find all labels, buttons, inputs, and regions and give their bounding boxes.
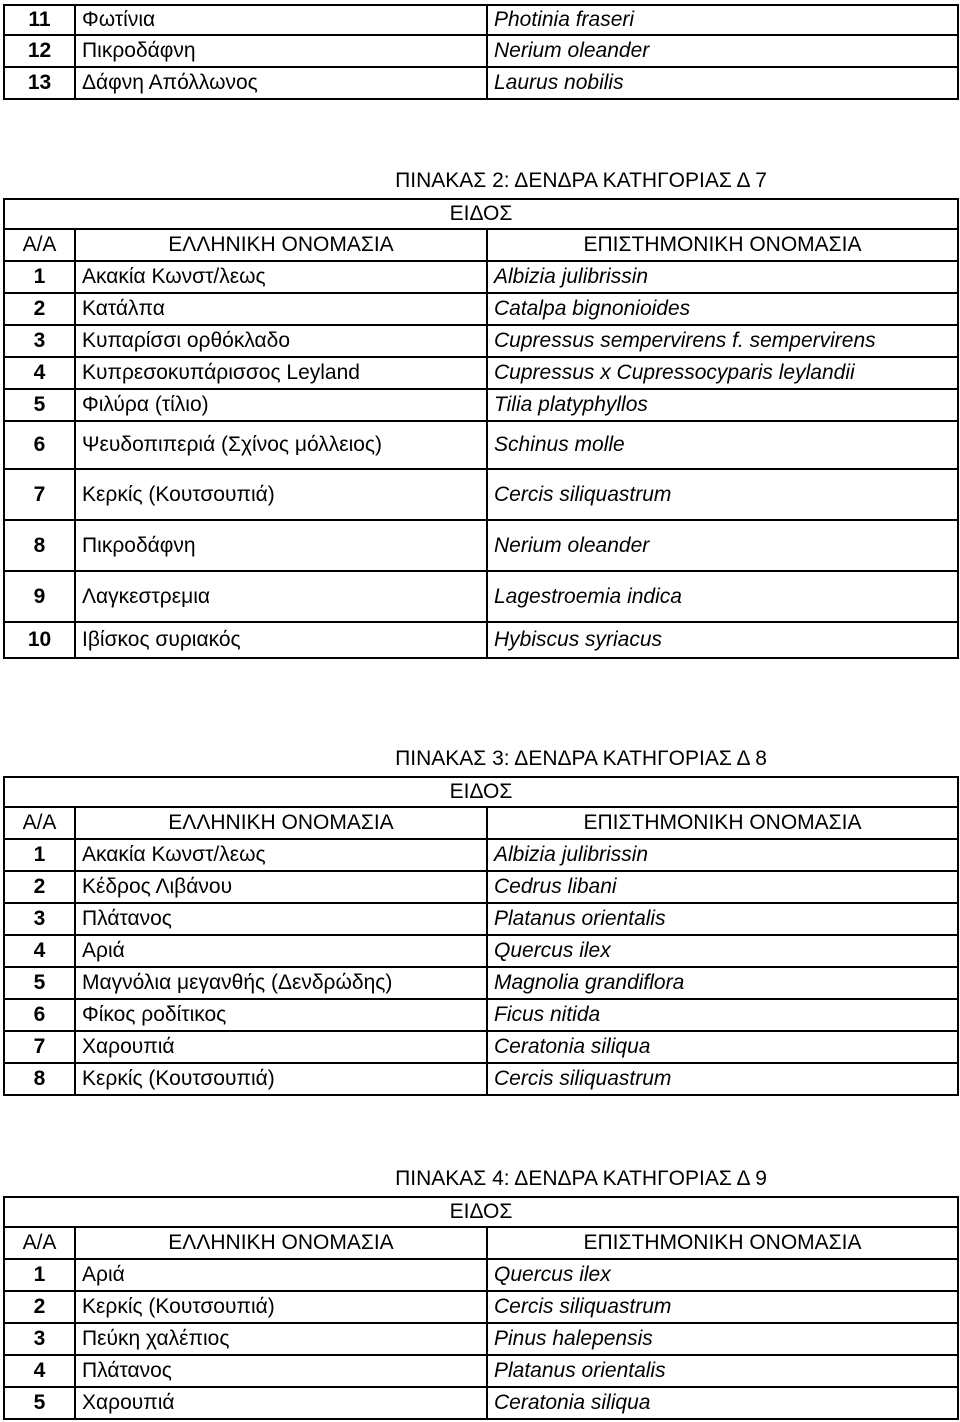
eidos-label: ΕΙΔΟΣ [449,1200,513,1223]
greek-name: Λαγκεστρεμια [76,572,488,621]
row-number: 9 [5,572,76,621]
row-number: 1 [5,1260,76,1290]
scientific-name: Cupressus x Cupressocyparis leylandii [494,361,855,384]
eidos-row [3,198,959,230]
table-row [3,358,959,390]
table-row [3,968,959,1000]
greek-name: Φιλύρα (τίλιο) [76,390,488,420]
greek-name: Πικροδάφνη [76,521,488,570]
greek-name: Μαγνόλια μεγανθής (Δενδρώδης) [76,968,488,998]
table-row [3,1032,959,1064]
table-4 [3,1162,959,1420]
eidos-row [3,776,959,808]
table-row [3,840,959,872]
scientific-name: Quercus ilex [494,1263,611,1286]
scientific-name: Albizia julibrissin [494,843,649,866]
table-row [3,1064,959,1096]
greek-name: Κερκίς (Κουτσουπιά) [76,470,488,519]
row-number: 7 [5,1032,76,1062]
greek-name: Πικροδάφνη [76,36,488,66]
col-num-header: Α/Α [5,1228,76,1258]
table-title-row [3,742,959,776]
eidos-label: ΕΙΔΟΣ [449,780,513,803]
scientific-name: Ficus nitida [494,1003,601,1026]
table-row [3,68,959,100]
table-row [3,1356,959,1388]
greek-name: Πεύκη χαλέπιος [76,1324,488,1354]
greek-name: Αριά [76,936,488,966]
row-number: 5 [5,390,76,420]
table-row [3,294,959,326]
scientific-name: Nerium oleander [494,39,650,62]
greek-name: Ψευδοπιπεριά (Σχίνος μόλλειος) [76,422,488,468]
table-title: ΠΙΝΑΚΑΣ 4: ΔΕΝΔΡΑ ΚΑΤΗΓΟΡΙΑΣ Δ 9 [395,1167,767,1190]
greek-name: Πλάτανος [76,904,488,934]
greek-name: Πλάτανος [76,1356,488,1386]
table-row [3,904,959,936]
scientific-name: Nerium oleander [494,533,650,557]
row-number: 13 [5,68,76,98]
table-row [3,1388,959,1420]
greek-name: Ιβίσκος συριακός [76,623,488,657]
col-greek-header: ΕΛΛΗΝΙΚΗ ΟΝΟΜΑΣΙΑ [76,230,488,260]
row-number: 4 [5,358,76,388]
table-3 [3,742,959,1096]
scientific-name: Laurus nobilis [494,71,624,94]
scientific-name: Platanus orientalis [494,1359,666,1382]
greek-name: Κυπρεσοκυπάρισσος Leyland [76,358,488,388]
table-title-row [3,1162,959,1196]
table-title-row [3,164,959,198]
table-row [3,1260,959,1292]
greek-name: Φίκος ροδίτικος [76,1000,488,1030]
row-number: 8 [5,1064,76,1094]
scientific-name: Ceratonia siliqua [494,1391,651,1414]
row-number: 12 [5,36,76,66]
row-number: 4 [5,936,76,966]
greek-name: Φωτίνια [76,6,488,34]
greek-name: Κερκίς (Κουτσουπιά) [76,1064,488,1094]
col-sci-header: ΕΠΙΣΤΗΜΟΝΙΚΗ ΟΝΟΜΑΣΙΑ [583,811,862,834]
header-row [3,808,959,840]
table-row [3,262,959,294]
table-row [3,572,959,623]
table-row [3,936,959,968]
col-sci-header: ΕΠΙΣΤΗΜΟΝΙΚΗ ΟΝΟΜΑΣΙΑ [583,1231,862,1254]
greek-name: Κερκίς (Κουτσουπιά) [76,1292,488,1322]
row-number: 10 [5,623,76,657]
row-number: 2 [5,294,76,324]
table-title: ΠΙΝΑΚΑΣ 3: ΔΕΝΔΡΑ ΚΑΤΗΓΟΡΙΑΣ Δ 8 [395,747,767,770]
scientific-name: Tilia platyphyllos [494,393,648,416]
table-2 [3,164,959,659]
row-number: 2 [5,872,76,902]
scientific-name: Cercis siliquastrum [494,1067,672,1090]
greek-name: Δάφνη Απόλλωνος [76,68,488,98]
row-number: 11 [5,6,76,34]
header-row [3,1228,959,1260]
greek-name: Ακακία Κωνστ/λεως [76,840,488,870]
greek-name: Κατάλπα [76,294,488,324]
greek-name: Κυπαρίσσι ορθόκλαδο [76,326,488,356]
table-row [3,422,959,470]
table-row [3,1000,959,1032]
row-number: 3 [5,904,76,934]
greek-name: Κέδρος Λιβάνου [76,872,488,902]
col-greek-header: ΕΛΛΗΝΙΚΗ ΟΝΟΜΑΣΙΑ [76,1228,488,1258]
scientific-name: Cercis siliquastrum [494,1295,672,1318]
scientific-name: Hybiscus syriacus [494,628,663,651]
row-number: 3 [5,326,76,356]
scientific-name: Photinia fraseri [494,8,635,31]
table-row [3,36,959,68]
greek-name: Χαρουπιά [76,1388,488,1418]
scientific-name: Magnolia grandiflora [494,971,685,994]
greek-name: Αριά [76,1260,488,1290]
row-number: 8 [5,521,76,570]
scientific-name: Pinus halepensis [494,1327,653,1350]
row-number: 6 [5,422,76,468]
row-number: 3 [5,1324,76,1354]
table-row [3,623,959,659]
row-number: 4 [5,1356,76,1386]
table-row [3,390,959,422]
row-number: 7 [5,470,76,519]
eidos-row [3,1196,959,1228]
greek-name: Ακακία Κωνστ/λεως [76,262,488,292]
scientific-name: Quercus ilex [494,939,611,962]
row-number: 1 [5,840,76,870]
col-sci-header: ΕΠΙΣΤΗΜΟΝΙΚΗ ΟΝΟΜΑΣΙΑ [583,233,862,256]
row-number: 2 [5,1292,76,1322]
row-number: 5 [5,968,76,998]
table-1-tail [3,4,959,100]
scientific-name: Lagestroemia indica [494,584,682,608]
scientific-name: Cercis siliquastrum [494,482,672,506]
scientific-name: Catalpa bignonioides [494,297,691,320]
col-num-header: Α/Α [5,230,76,260]
table-row [3,872,959,904]
scientific-name: Schinus molle [494,433,625,456]
eidos-label: ΕΙΔΟΣ [449,202,513,225]
row-number: 6 [5,1000,76,1030]
scientific-name: Cupressus sempervirens f. sempervirens [494,329,876,352]
table-row [3,326,959,358]
scientific-name: Cedrus libani [494,875,617,898]
scientific-name: Ceratonia siliqua [494,1035,651,1058]
table-row [3,470,959,521]
col-greek-header: ΕΛΛΗΝΙΚΗ ΟΝΟΜΑΣΙΑ [76,808,488,838]
col-num-header: Α/Α [5,808,76,838]
table-row [3,521,959,572]
table-row [3,1292,959,1324]
row-number: 1 [5,262,76,292]
table-row [3,1324,959,1356]
table-row [3,4,959,36]
header-row [3,230,959,262]
greek-name: Χαρουπιά [76,1032,488,1062]
scientific-name: Platanus orientalis [494,907,666,930]
row-number: 5 [5,1388,76,1418]
table-title: ΠΙΝΑΚΑΣ 2: ΔΕΝΔΡΑ ΚΑΤΗΓΟΡΙΑΣ Δ 7 [395,169,767,192]
scientific-name: Albizia julibrissin [494,265,649,288]
